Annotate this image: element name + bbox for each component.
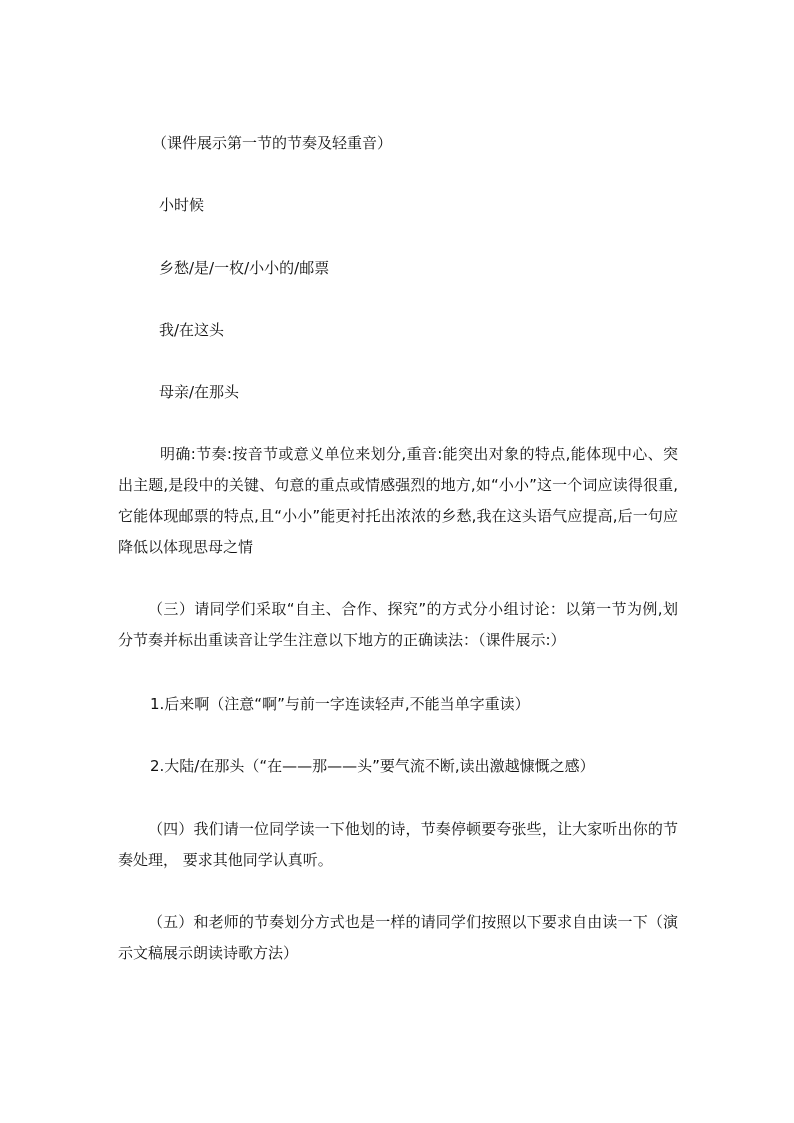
intro-line: （课件展示第一节的节奏及轻重音） xyxy=(152,134,393,152)
poem-line-1: 小时候 xyxy=(159,196,205,214)
poem-line-2: 乡愁/是/一枚/小小的/邮票 xyxy=(159,259,330,277)
section-5-paragraph: （五）和老师的节奏划分方式也是一样的请同学们按照以下要求自由读一下（演示文稿展示朗读诗歌方法） xyxy=(118,913,678,962)
section-4-paragraph: （四）我们请一位同学读一下他划的诗，节奏停顿要夸张些，让大家听出你的节奏处理， 要求其他同学认真听。 xyxy=(118,820,678,869)
poem-line-3: 我/在这头 xyxy=(159,321,225,339)
poem-line-4: 母亲/在那头 xyxy=(159,383,240,401)
explanation-paragraph: 明确:节奏:按音节或意义单位来划分,重音:能突出对象的特点,能体现中心、突出主题,是段中的关键、句意的重点或情感强烈的地方,如“小小”这一个词应读得很重,它能体现邮票的特点,且“小小”能更衬托出浓浓的乡愁,我在这头语气应提高,后一句应降低以体现思母之情 xyxy=(118,445,678,556)
note-2: 2.大陆/在那头（“在——那——头”要气流不断,读出激越慷慨之感） xyxy=(150,757,595,775)
section-3-paragraph: （三）请同学们采取“自主、合作、探究”的方式分小组讨论：以第一节为例,划分节奏并标出重读音让学生注意以下地方的正确读法：（课件展示:） xyxy=(118,600,678,649)
note-1: 1.后来啊（注意“啊”与前一字连读轻声,不能当单字重读） xyxy=(150,695,530,713)
